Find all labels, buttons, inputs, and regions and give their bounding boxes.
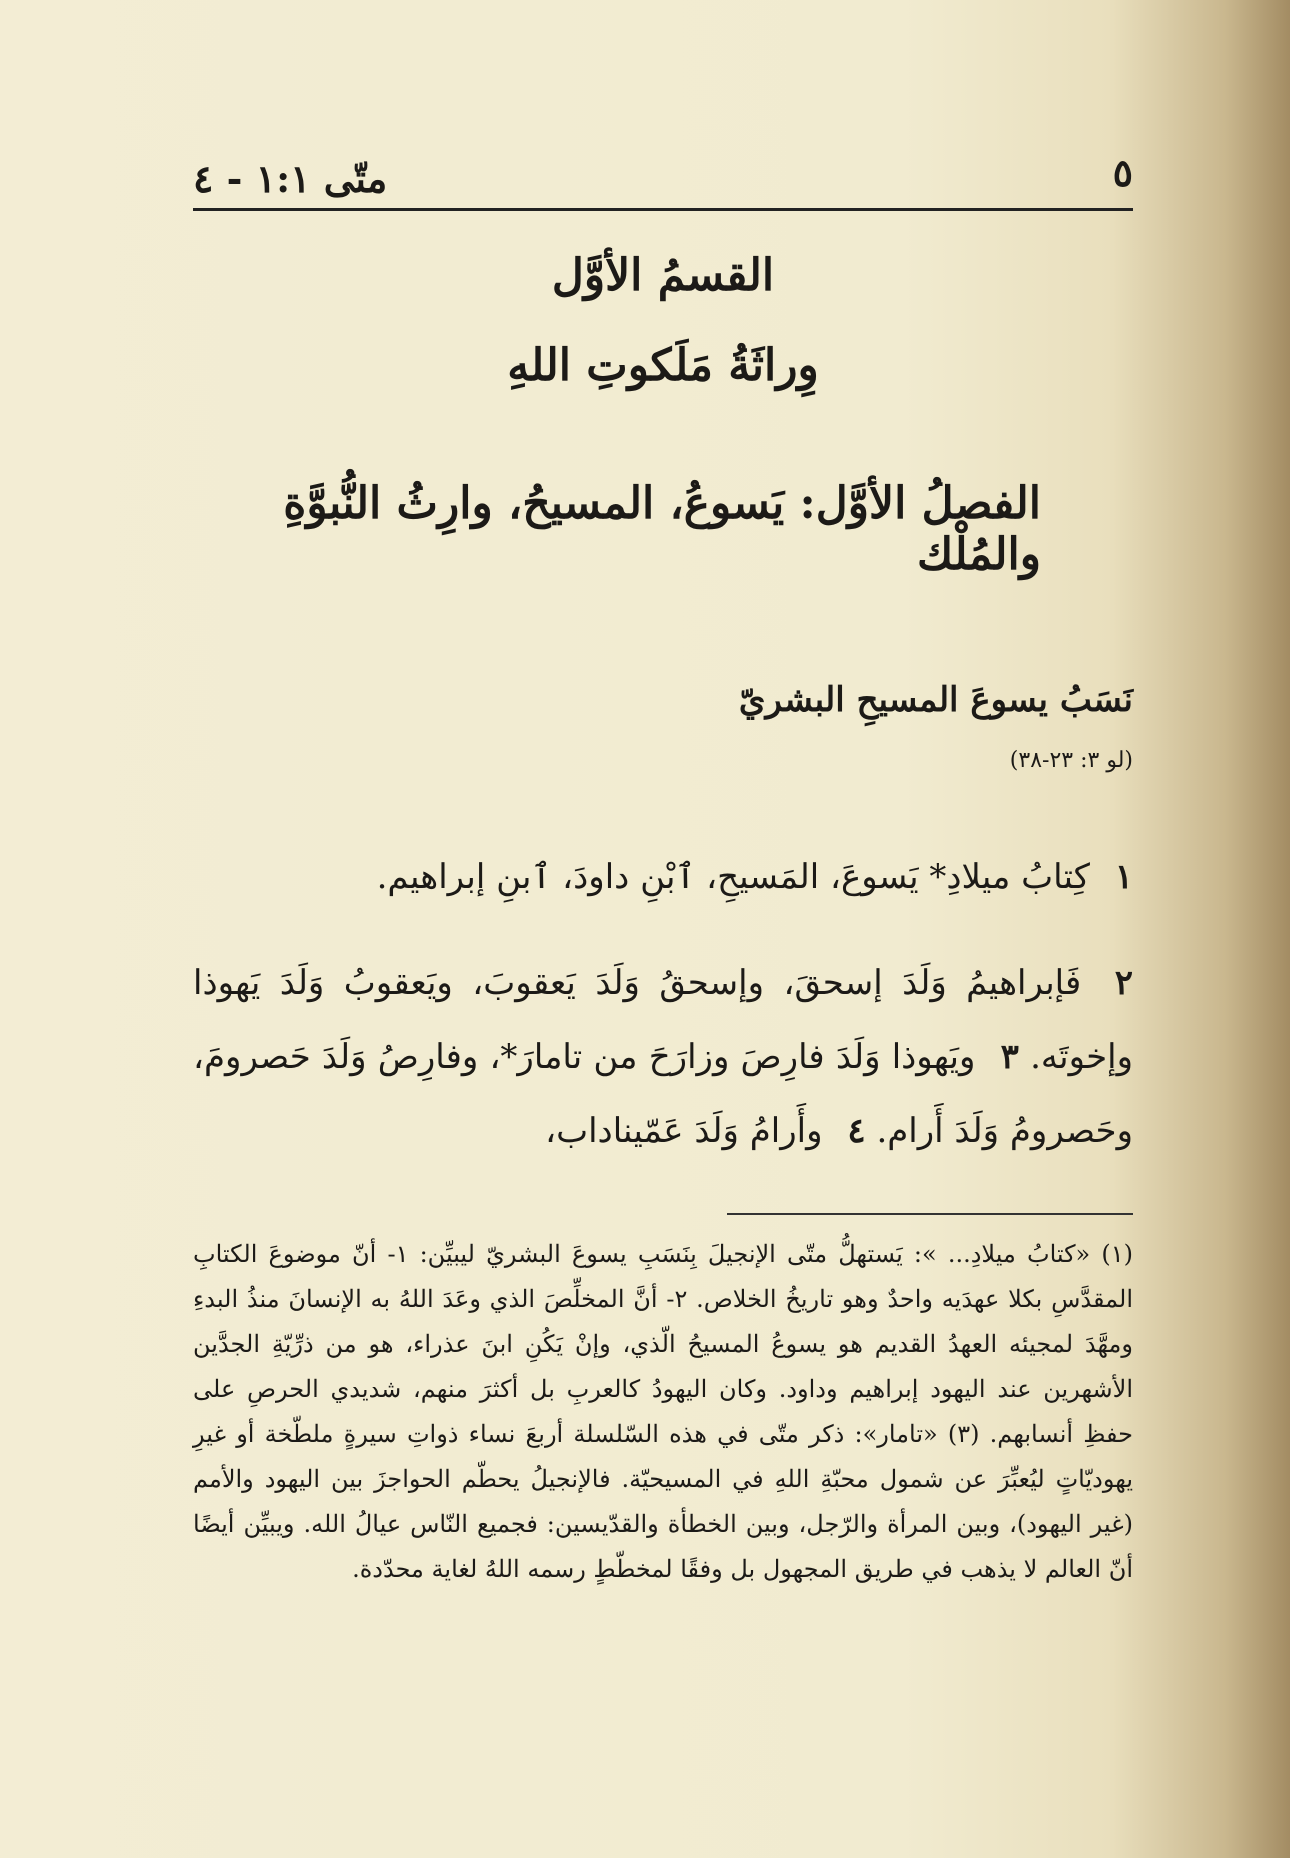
- chapter-title: الفصلُ الأوَّل: يَسوعُ، المسيحُ، وارِثُ النُّبوَّةِ والمُلْك: [283, 478, 1041, 580]
- verse-text: كِتابُ ميلادِ* يَسوعَ، المَسيحِ، ٱبْنِ داودَ، ٱبنِ إبراهيم.: [376, 857, 1090, 897]
- page-number: ٥: [1112, 150, 1133, 195]
- running-head: متّى ١:١ - ٤: [193, 156, 388, 201]
- footnote-text: (١) «كتابُ ميلادِ... »: يَستهلُّ متّى الإنجيلَ بِنَسَبِ يسوعَ البشريّ ليبيِّن: ١- أنّ موضوعَ الكتابِ المقدَّسِ بكلا عهدَيه واحدٌ وهو تاريخُ الخلاص. ٢- أنَّ المخلِّصَ الذي وعَدَ اللهُ به الإنسانَ منذُ البدءِ ومهَّدَ لمجيئه العهدُ القديم هو يسوعُ المسيحُ الّذي، وإنْ يَكُنِ ابنَ عذراء، هو من ذرِّيّةِ الجدَّين الأشهرين عند اليهود إبراهيم وداود. وكان اليهودُ كالعربِ بل أكثرَ منهم، شديدي الحرصِ على حفظِ أنسابهم. (٣) «تامار»: ذكر متّى في هذه السّلسلة أربعَ نساء ذواتِ سيرةٍ ملطّخة أو غيرِ يهوديّاتٍ ليُعبِّرَ عن شمول محبّةِ اللهِ في المسيحيّة. فالإنجيلُ يحطّم الحواجزَ بين اليهود والأمم (غير اليهود)، وبين المرأة والرّجل، وبين الخطأة والقدّيسين: فجميع النّاس عيالُ الله. ويبيِّن أيضًا أنّ العالم لا يذهب في طريق المجهول بل وفقًا لمخطّطٍ رسمه اللهُ لغاية محدّدة.: [193, 1240, 1134, 1583]
- footnote-divider: [727, 1213, 1133, 1215]
- verse-text: فَإبراهيمُ وَلَدَ إسحقَ، وإسحقُ وَلَدَ يَعقوبَ، ويَعقوبُ وَلَدَ يَهوذا وإخوتَه.: [193, 963, 1134, 1077]
- verse-number: ٢: [1114, 963, 1133, 1003]
- verse-paragraph-2: [193, 946, 1133, 1168]
- verse-number: ٣: [1000, 1037, 1019, 1077]
- part-subtitle: وِراثَةُ مَلَكوتِ اللهِ: [507, 340, 819, 391]
- page-header: [193, 150, 1133, 211]
- verse-text: ويَهوذا وَلَدَ فارِصَ وزارَحَ من تامارَ*، وفارِصُ وَلَدَ حَصرومَ، وحَصرومُ وَلَدَ أَرام.: [193, 1037, 1133, 1151]
- verse-number: ١: [1114, 857, 1133, 897]
- verse-text: وأَرامُ وَلَدَ عَمّيناداب،: [545, 1111, 823, 1151]
- verse-number: ٤: [847, 1111, 866, 1151]
- footnote: [193, 1232, 1133, 1592]
- section-reference: (لو ٣: ٢٣-٣٨): [1009, 748, 1133, 773]
- verses-body: [193, 840, 1133, 1200]
- verse-paragraph-1: [193, 840, 1133, 914]
- part-title: القسمُ الأوَّل: [551, 250, 775, 301]
- section-title: نَسَبُ يسوعَ المسيحِ البشريّ: [738, 680, 1133, 720]
